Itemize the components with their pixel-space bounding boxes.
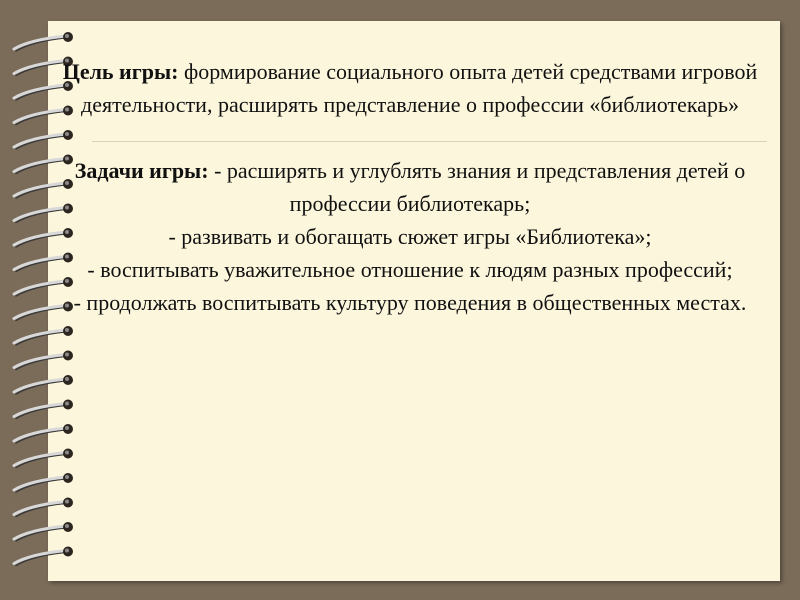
- binding-ring: [14, 522, 73, 541]
- binding-ring: [14, 326, 73, 345]
- goal-paragraph: [60, 55, 760, 121]
- binding-ring: [14, 375, 73, 394]
- binding-ring: [14, 473, 73, 492]
- tasks-item: - продолжать воспитывать культуру поведения в общественных местах.: [73, 290, 747, 315]
- slide-content: [60, 55, 760, 319]
- spacer: [60, 121, 760, 154]
- binding-ring: [14, 547, 73, 566]
- binding-ring: [14, 351, 73, 370]
- binding-ring: [14, 400, 73, 419]
- goal-label: Цель игры:: [62, 59, 179, 84]
- binding-ring: [14, 32, 73, 51]
- tasks-item: - развивать и обогащать сюжет игры «Библиотека»;: [168, 224, 652, 249]
- tasks-paragraph: [60, 154, 760, 220]
- binding-ring: [14, 498, 73, 517]
- tasks-label: Задачи игры:: [74, 158, 209, 183]
- tasks-item: - воспитывать уважительное отношение к людям разных профессий;: [87, 257, 733, 282]
- binding-ring: [14, 449, 73, 468]
- tasks-first-item: - расширять и углублять знания и представления детей о профессии библиотекарь;: [208, 158, 746, 216]
- binding-ring: [14, 424, 73, 443]
- goal-text: формирование социального опыта детей средствами игровой деятельности, расширять представление о профессии «библиотекарь»: [81, 59, 758, 117]
